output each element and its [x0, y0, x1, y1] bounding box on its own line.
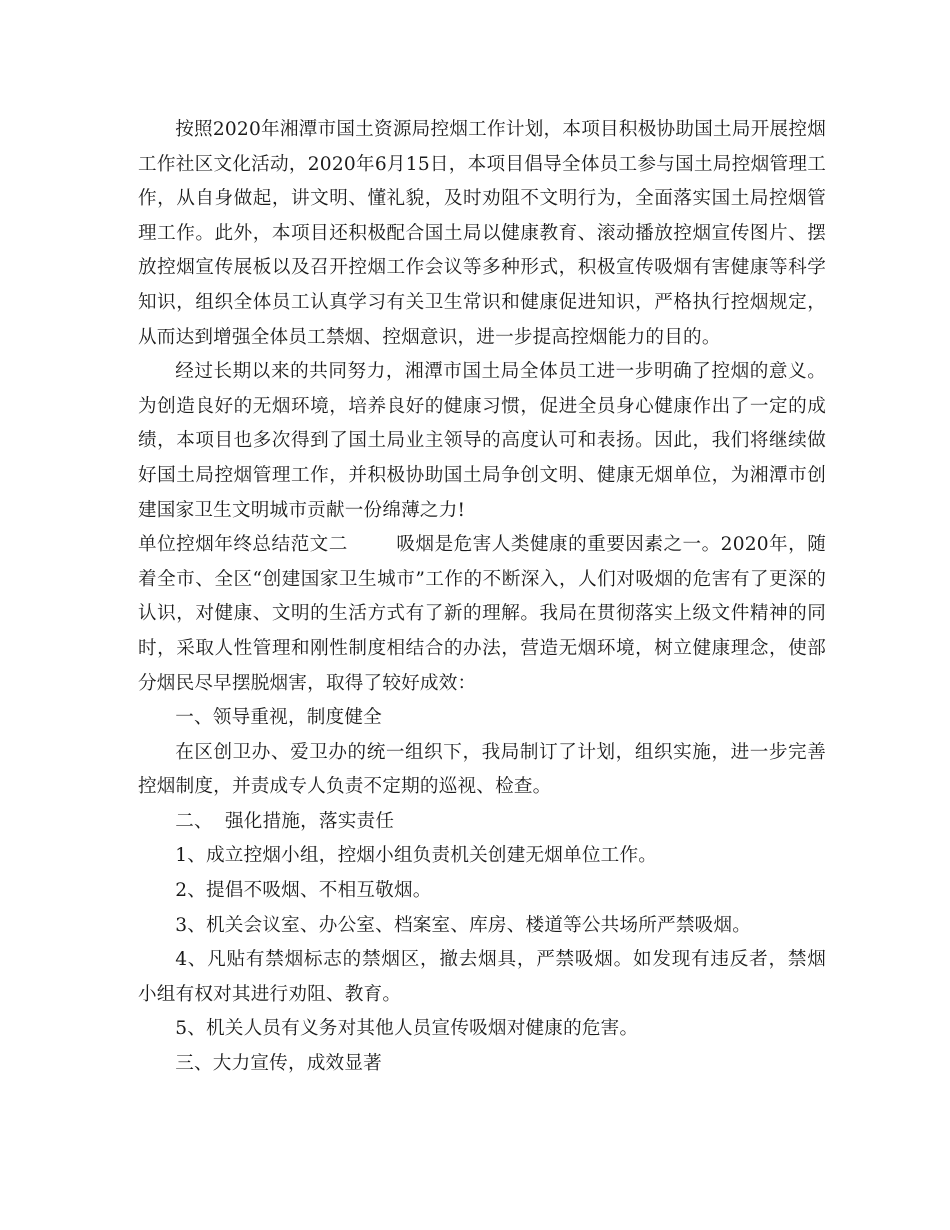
- list-item-3: 3、机关会议室、办公室、档案室、库房、楼道等公共场所严禁吸烟。: [175, 914, 752, 936]
- list-item-1: 1、成立控烟小组，控烟小组负责机关创建无烟单位工作。: [175, 845, 658, 867]
- paragraph-sample-two: [138, 528, 826, 701]
- section-heading-leadership: 一、领导重视，制度健全: [175, 707, 382, 729]
- paragraph-achievement: 经过长期以来的共同努力，湘潭市国土局全体员工进一步明确了控烟的意义。为创造良好的无烟环境，培养良好的健康习惯，促进全员身心健康作出了一定的成绩，本项目也多次得到了国土局业主领导的高度认可和表扬。因此，我们将继续做好国土局控烟管理工作，并积极协助国土局争创文明、健康无烟单位，为湘潭市创建国家卫生文明城市贡献一份绵薄之力!: [138, 361, 826, 521]
- sample-title: 单位控烟年终总结范文二: [138, 534, 348, 556]
- document-body: [138, 113, 826, 1082]
- sample-intro-text: 吸烟是危害人类健康的重要因素之一。2020年，随着全市、全区“创建国家卫生城市”工作的不断深入，人们对吸烟的危害有了更深的认识，对健康、文明的生活方式有了新的理解。我局在贯彻落实上级文件精神的同时，采取人性管理和刚性制度相结合的办法，营造无烟环境，树立健康理念，使部分烟民尽早摆脱烟害，取得了较好成效：: [138, 534, 826, 694]
- paragraph-organization: 在区创卫办、爱卫办的统一组织下，我局制订了计划，组织实施，进一步完善控烟制度，并责成专人负责不定期的巡视、检查。: [138, 741, 826, 798]
- paragraph-plan: 按照2020年湘潭市国土资源局控烟工作计划，本项目积极协助国土局开展控烟工作社区文化活动，2020年6月15日，本项目倡导全体员工参与国土局控烟管理工作，从自身做起，讲文明、懂礼貌，及时劝阻不文明行为，全面落实国土局控烟管理工作。此外，本项目还积极配合国土局以健康教育、滚动播放控烟宣传图片、摆放控烟宣传展板以及召开控烟工作会议等多种形式，积极宣传吸烟有害健康等科学知识，组织全体员工认真学习有关卫生常识和健康促进知识，严格执行控烟规定，从而达到增强全体员工禁烟、控烟意识，进一步提高控烟能力的目的。: [138, 119, 826, 348]
- list-item-5: 5、机关人员有义务对其他人员宣传吸烟对健康的危害。: [175, 1018, 639, 1040]
- list-item-4: 4、凡贴有禁烟标志的禁烟区，撤去烟具，严禁吸烟。如发现有违反者，禁烟小组有权对其进行劝阻、教育。: [138, 949, 826, 1005]
- section-heading-publicity: 三、大力宣传，成效显著: [175, 1053, 382, 1075]
- section-heading-measures: 二、 强化措施，落实责任: [175, 810, 395, 832]
- list-item-2: 2、提倡不吸烟、不相互敬烟。: [175, 880, 432, 902]
